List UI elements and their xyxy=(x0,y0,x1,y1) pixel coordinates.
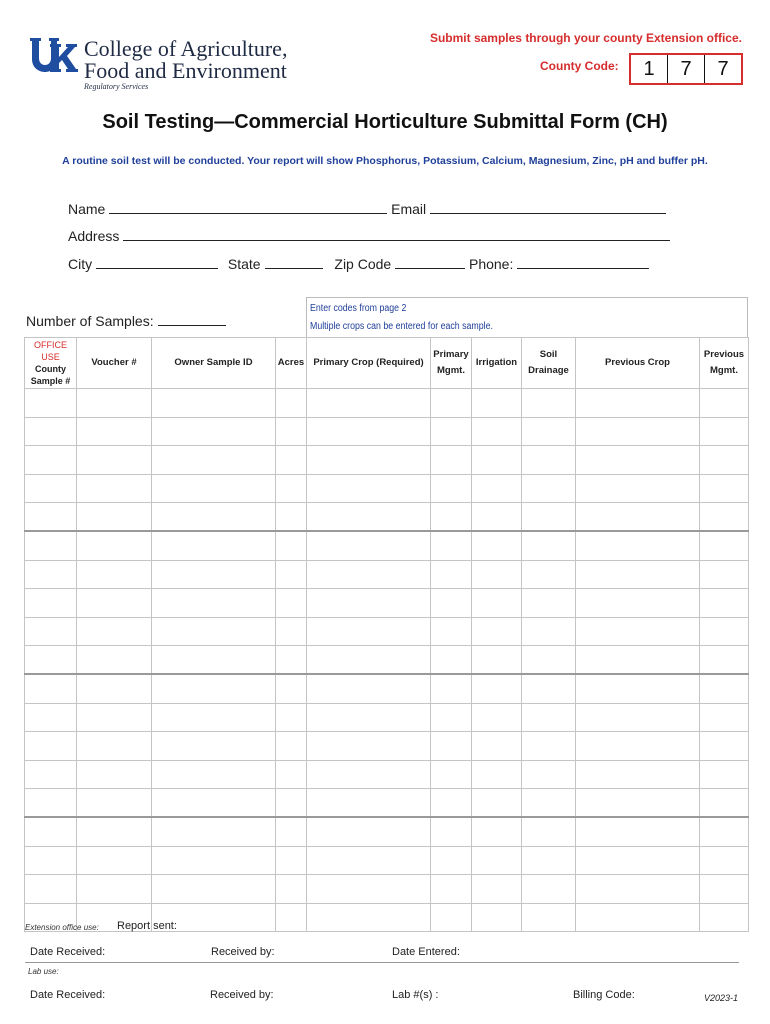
uk-cafe-logo xyxy=(30,36,320,96)
table-row xyxy=(25,617,749,646)
lab-use-label: Lab use: xyxy=(28,967,59,976)
table-cell[interactable] xyxy=(472,617,522,646)
table-cell[interactable] xyxy=(276,903,307,932)
col-primary-mgmt: Primary Mgmt. xyxy=(431,338,472,389)
table-cell[interactable] xyxy=(576,646,700,675)
table-cell[interactable] xyxy=(522,646,576,675)
table-cell[interactable] xyxy=(77,817,152,846)
table-cell[interactable] xyxy=(152,531,276,560)
billing-code-label: Billing Code: xyxy=(573,989,635,1001)
table-cell[interactable] xyxy=(307,674,431,703)
table-cell[interactable] xyxy=(700,789,749,818)
table-cell[interactable] xyxy=(276,503,307,532)
table-cell[interactable] xyxy=(276,760,307,789)
table-cell[interactable] xyxy=(700,674,749,703)
county-code-digit-3[interactable]: 7 xyxy=(717,58,729,80)
table-cell[interactable] xyxy=(77,875,152,904)
table-cell[interactable] xyxy=(431,531,472,560)
table-cell[interactable] xyxy=(77,617,152,646)
table-cell[interactable] xyxy=(276,446,307,475)
col-voucher: Voucher # xyxy=(77,338,152,389)
county-code-box[interactable] xyxy=(629,53,743,85)
table-cell[interactable] xyxy=(276,474,307,503)
uk-logo-icon xyxy=(30,38,78,78)
table-cell[interactable] xyxy=(700,474,749,503)
table-cell[interactable] xyxy=(307,846,431,875)
contact-row-city xyxy=(68,255,649,272)
table-cell[interactable] xyxy=(431,817,472,846)
table-cell[interactable] xyxy=(576,703,700,732)
table-cell[interactable] xyxy=(25,817,77,846)
table-cell[interactable] xyxy=(276,560,307,589)
table-cell[interactable] xyxy=(25,789,77,818)
table-cell[interactable] xyxy=(576,417,700,446)
submit-note: Submit samples through your county Extension office. xyxy=(429,31,742,45)
table-cell[interactable] xyxy=(700,903,749,932)
table-cell[interactable] xyxy=(576,446,700,475)
contact-row-name xyxy=(68,200,666,217)
col-previous-mgmt: Previous Mgmt. xyxy=(700,338,749,389)
table-row xyxy=(25,474,749,503)
table-row xyxy=(25,817,749,846)
table-cell[interactable] xyxy=(472,560,522,589)
table-cell[interactable] xyxy=(522,503,576,532)
office-use-label: OFFICE USE xyxy=(34,340,67,362)
table-cell[interactable] xyxy=(77,389,152,418)
table-cell[interactable] xyxy=(700,389,749,418)
table-cell[interactable] xyxy=(431,617,472,646)
table-cell[interactable] xyxy=(700,732,749,761)
county-code-label: County Code: xyxy=(540,59,619,73)
table-cell[interactable] xyxy=(472,503,522,532)
table-cell[interactable] xyxy=(276,875,307,904)
table-cell[interactable] xyxy=(576,903,700,932)
intro-text: A routine soil test will be conducted. Your report will show Phosphorus, Potassium, Calcium, Magnesium, Zinc, pH and buffer pH. xyxy=(62,155,708,167)
table-cell[interactable] xyxy=(431,503,472,532)
table-cell[interactable] xyxy=(576,503,700,532)
table-cell[interactable] xyxy=(77,703,152,732)
col-previous-crop: Previous Crop xyxy=(576,338,700,389)
table-cell[interactable] xyxy=(25,531,77,560)
table-cell[interactable] xyxy=(152,417,276,446)
county-sample-label: County Sample # xyxy=(30,364,71,386)
table-cell[interactable] xyxy=(700,875,749,904)
phone-label: Phone: xyxy=(468,256,514,272)
table-cell[interactable] xyxy=(276,389,307,418)
table-cell[interactable] xyxy=(700,531,749,560)
table-cell[interactable] xyxy=(472,646,522,675)
table-cell[interactable] xyxy=(472,389,522,418)
table-cell[interactable] xyxy=(77,446,152,475)
logo-subline: Regulatory Services xyxy=(84,82,149,91)
col-soil-drainage: Soil Drainage xyxy=(522,338,576,389)
table-row xyxy=(25,875,749,904)
table-cell[interactable] xyxy=(307,417,431,446)
table-row xyxy=(25,703,749,732)
table-cell[interactable] xyxy=(522,617,576,646)
table-cell[interactable] xyxy=(576,531,700,560)
table-cell[interactable] xyxy=(152,875,276,904)
table-cell[interactable] xyxy=(307,646,431,675)
table-cell[interactable] xyxy=(307,617,431,646)
table-cell[interactable] xyxy=(431,875,472,904)
table-cell[interactable] xyxy=(472,417,522,446)
table-row xyxy=(25,560,749,589)
table-cell[interactable] xyxy=(522,446,576,475)
table-cell[interactable] xyxy=(276,732,307,761)
table-cell[interactable] xyxy=(152,503,276,532)
table-cell[interactable] xyxy=(700,503,749,532)
table-cell[interactable] xyxy=(472,446,522,475)
col-acres: Acres xyxy=(276,338,307,389)
table-cell[interactable] xyxy=(576,474,700,503)
samples-label: Number of Samples: xyxy=(26,313,154,329)
page-title: Soil Testing—Commercial Horticulture Submittal Form (CH) xyxy=(102,111,668,133)
table-cell[interactable] xyxy=(77,789,152,818)
table-cell[interactable] xyxy=(700,817,749,846)
table-cell[interactable] xyxy=(431,474,472,503)
ext-received-by-label: Received by: xyxy=(211,946,275,958)
table-cell[interactable] xyxy=(77,503,152,532)
table-cell[interactable] xyxy=(522,732,576,761)
table-cell[interactable] xyxy=(576,674,700,703)
table-cell[interactable] xyxy=(77,531,152,560)
table-cell[interactable] xyxy=(25,875,77,904)
table-cell[interactable] xyxy=(307,760,431,789)
extension-use-label: Extension office use: xyxy=(25,923,99,932)
table-cell[interactable] xyxy=(77,732,152,761)
table-cell[interactable] xyxy=(576,875,700,904)
contact-row-address xyxy=(68,227,670,244)
address-label: Address xyxy=(68,228,120,244)
name-field[interactable] xyxy=(109,200,387,214)
table-cell[interactable] xyxy=(431,389,472,418)
table-cell[interactable] xyxy=(431,903,472,932)
table-cell[interactable] xyxy=(25,617,77,646)
table-row xyxy=(25,789,749,818)
table-cell[interactable] xyxy=(25,646,77,675)
table-cell[interactable] xyxy=(25,760,77,789)
table-cell[interactable] xyxy=(152,789,276,818)
table-cell[interactable] xyxy=(152,674,276,703)
table-row xyxy=(25,589,749,618)
table-cell[interactable] xyxy=(276,674,307,703)
table-cell[interactable] xyxy=(522,531,576,560)
table-cell[interactable] xyxy=(152,817,276,846)
table-cell[interactable] xyxy=(700,617,749,646)
state-field[interactable] xyxy=(265,255,323,269)
table-cell[interactable] xyxy=(472,903,522,932)
table-cell[interactable] xyxy=(307,903,431,932)
footer-divider xyxy=(25,962,739,963)
table-cell[interactable] xyxy=(431,760,472,789)
table-cell[interactable] xyxy=(522,789,576,818)
phone-field[interactable] xyxy=(517,255,649,269)
ext-date-received-label: Date Received: xyxy=(30,946,106,958)
table-cell[interactable] xyxy=(522,903,576,932)
table-cell[interactable] xyxy=(276,417,307,446)
table-cell[interactable] xyxy=(700,589,749,618)
table-header-row xyxy=(25,338,749,389)
codes-note xyxy=(306,297,748,337)
table-cell[interactable] xyxy=(472,531,522,560)
table-cell[interactable] xyxy=(700,703,749,732)
name-label: Name xyxy=(68,201,106,217)
table-cell[interactable] xyxy=(276,531,307,560)
table-cell[interactable] xyxy=(431,417,472,446)
table-cell[interactable] xyxy=(152,589,276,618)
table-cell[interactable] xyxy=(152,617,276,646)
lab-received-by-label: Received by: xyxy=(210,989,274,1001)
table-cell[interactable] xyxy=(576,732,700,761)
table-cell[interactable] xyxy=(576,789,700,818)
table-cell[interactable] xyxy=(25,674,77,703)
table-cell[interactable] xyxy=(307,446,431,475)
table-cell[interactable] xyxy=(276,846,307,875)
table-cell[interactable] xyxy=(276,646,307,675)
city-label: City xyxy=(68,256,93,272)
logo-line-2: Food and Environment xyxy=(84,58,287,83)
table-cell[interactable] xyxy=(431,674,472,703)
table-cell[interactable] xyxy=(700,646,749,675)
table-cell[interactable] xyxy=(307,531,431,560)
codes-note-line-1: Enter codes from page 2 xyxy=(310,303,407,314)
table-cell[interactable] xyxy=(431,732,472,761)
table-cell[interactable] xyxy=(77,589,152,618)
county-code-digit-1[interactable]: 1 xyxy=(631,55,668,83)
table-cell[interactable] xyxy=(431,789,472,818)
table-cell[interactable] xyxy=(472,789,522,818)
table-cell[interactable] xyxy=(25,732,77,761)
table-cell[interactable] xyxy=(25,446,77,475)
table-cell[interactable] xyxy=(307,389,431,418)
table-cell[interactable] xyxy=(152,760,276,789)
table-cell[interactable] xyxy=(25,560,77,589)
table-row xyxy=(25,646,749,675)
table-cell[interactable] xyxy=(522,560,576,589)
table-cell[interactable] xyxy=(431,646,472,675)
table-cell[interactable] xyxy=(522,817,576,846)
table-cell[interactable] xyxy=(307,703,431,732)
table-cell[interactable] xyxy=(152,646,276,675)
table-cell[interactable] xyxy=(25,389,77,418)
table-cell[interactable] xyxy=(276,703,307,732)
table-cell[interactable] xyxy=(472,674,522,703)
table-row xyxy=(25,446,749,475)
table-cell[interactable] xyxy=(307,789,431,818)
table-row xyxy=(25,732,749,761)
table-cell[interactable] xyxy=(431,703,472,732)
table-cell[interactable] xyxy=(472,875,522,904)
form-version: V2023-1 xyxy=(704,993,739,1003)
table-cell[interactable] xyxy=(576,760,700,789)
table-cell[interactable] xyxy=(576,817,700,846)
table-cell[interactable] xyxy=(472,703,522,732)
table-cell[interactable] xyxy=(522,417,576,446)
table-cell[interactable] xyxy=(431,560,472,589)
table-cell[interactable] xyxy=(152,446,276,475)
table-cell[interactable] xyxy=(522,474,576,503)
table-cell[interactable] xyxy=(522,589,576,618)
table-cell[interactable] xyxy=(77,474,152,503)
table-cell[interactable] xyxy=(152,846,276,875)
table-cell[interactable] xyxy=(307,474,431,503)
table-row xyxy=(25,846,749,875)
table-cell[interactable] xyxy=(576,617,700,646)
table-cell[interactable] xyxy=(472,474,522,503)
table-cell[interactable] xyxy=(700,760,749,789)
table-cell[interactable] xyxy=(576,846,700,875)
table-cell[interactable] xyxy=(522,703,576,732)
table-cell[interactable] xyxy=(276,789,307,818)
zip-label: Zip Code xyxy=(334,256,392,272)
table-cell[interactable] xyxy=(25,417,77,446)
table-cell[interactable] xyxy=(152,560,276,589)
table-cell[interactable] xyxy=(276,617,307,646)
table-cell[interactable] xyxy=(700,846,749,875)
lab-numbers-label: Lab #(s) : xyxy=(392,989,439,1001)
county-code-digit-2[interactable]: 7 xyxy=(668,55,705,83)
table-cell[interactable] xyxy=(307,875,431,904)
table-cell[interactable] xyxy=(276,817,307,846)
logo-line-1: College of Agriculture, xyxy=(84,36,288,61)
table-cell[interactable] xyxy=(77,560,152,589)
table-cell[interactable] xyxy=(700,417,749,446)
table-cell[interactable] xyxy=(25,846,77,875)
ext-date-entered-label: Date Entered: xyxy=(392,946,460,958)
samples-table xyxy=(24,337,749,932)
table-row xyxy=(25,531,749,560)
table-cell[interactable] xyxy=(431,589,472,618)
table-row xyxy=(25,503,749,532)
table-cell[interactable] xyxy=(522,674,576,703)
zip-field[interactable] xyxy=(395,255,465,269)
table-cell[interactable] xyxy=(472,846,522,875)
table-cell[interactable] xyxy=(522,846,576,875)
table-row xyxy=(25,760,749,789)
table-cell[interactable] xyxy=(576,589,700,618)
table-cell[interactable] xyxy=(431,846,472,875)
table-row xyxy=(25,417,749,446)
table-cell[interactable] xyxy=(25,503,77,532)
table-cell[interactable] xyxy=(522,389,576,418)
codes-note-line-2: Multiple crops can be entered for each sample. xyxy=(310,321,493,332)
sample-rows xyxy=(25,389,749,932)
table-cell[interactable] xyxy=(576,389,700,418)
table-cell[interactable] xyxy=(472,817,522,846)
table-cell[interactable] xyxy=(152,474,276,503)
col-owner-sample-id: Owner Sample ID xyxy=(152,338,276,389)
samples-field[interactable] xyxy=(158,312,226,326)
table-row xyxy=(25,674,749,703)
state-label: State xyxy=(227,256,261,272)
table-cell[interactable] xyxy=(152,703,276,732)
table-cell[interactable] xyxy=(77,846,152,875)
address-field[interactable] xyxy=(123,227,670,241)
table-cell[interactable] xyxy=(576,560,700,589)
table-cell[interactable] xyxy=(77,760,152,789)
table-row xyxy=(25,389,749,418)
table-cell[interactable] xyxy=(25,703,77,732)
table-cell[interactable] xyxy=(25,474,77,503)
number-of-samples xyxy=(26,312,226,329)
table-cell[interactable] xyxy=(307,732,431,761)
table-cell[interactable] xyxy=(472,760,522,789)
table-cell[interactable] xyxy=(77,674,152,703)
table-cell[interactable] xyxy=(472,732,522,761)
email-label: Email xyxy=(391,201,427,217)
table-cell[interactable] xyxy=(307,503,431,532)
table-cell[interactable] xyxy=(276,589,307,618)
table-cell[interactable] xyxy=(77,417,152,446)
table-cell[interactable] xyxy=(431,446,472,475)
table-cell[interactable] xyxy=(25,589,77,618)
table-cell[interactable] xyxy=(77,646,152,675)
table-cell[interactable] xyxy=(522,760,576,789)
col-irrigation: Irrigation xyxy=(472,338,522,389)
city-field[interactable] xyxy=(96,255,218,269)
table-cell[interactable] xyxy=(152,389,276,418)
col-county-sample xyxy=(25,338,77,389)
report-sent-label: Report sent: xyxy=(117,920,177,932)
email-field[interactable] xyxy=(430,200,666,214)
table-cell[interactable] xyxy=(472,589,522,618)
table-cell[interactable] xyxy=(700,446,749,475)
lab-date-received-label: Date Received: xyxy=(30,989,106,1001)
table-cell[interactable] xyxy=(700,560,749,589)
table-cell[interactable] xyxy=(152,732,276,761)
table-cell[interactable] xyxy=(307,560,431,589)
col-primary-crop: Primary Crop (Required) xyxy=(307,338,431,389)
table-cell[interactable] xyxy=(522,875,576,904)
table-cell[interactable] xyxy=(307,589,431,618)
table-cell[interactable] xyxy=(307,817,431,846)
